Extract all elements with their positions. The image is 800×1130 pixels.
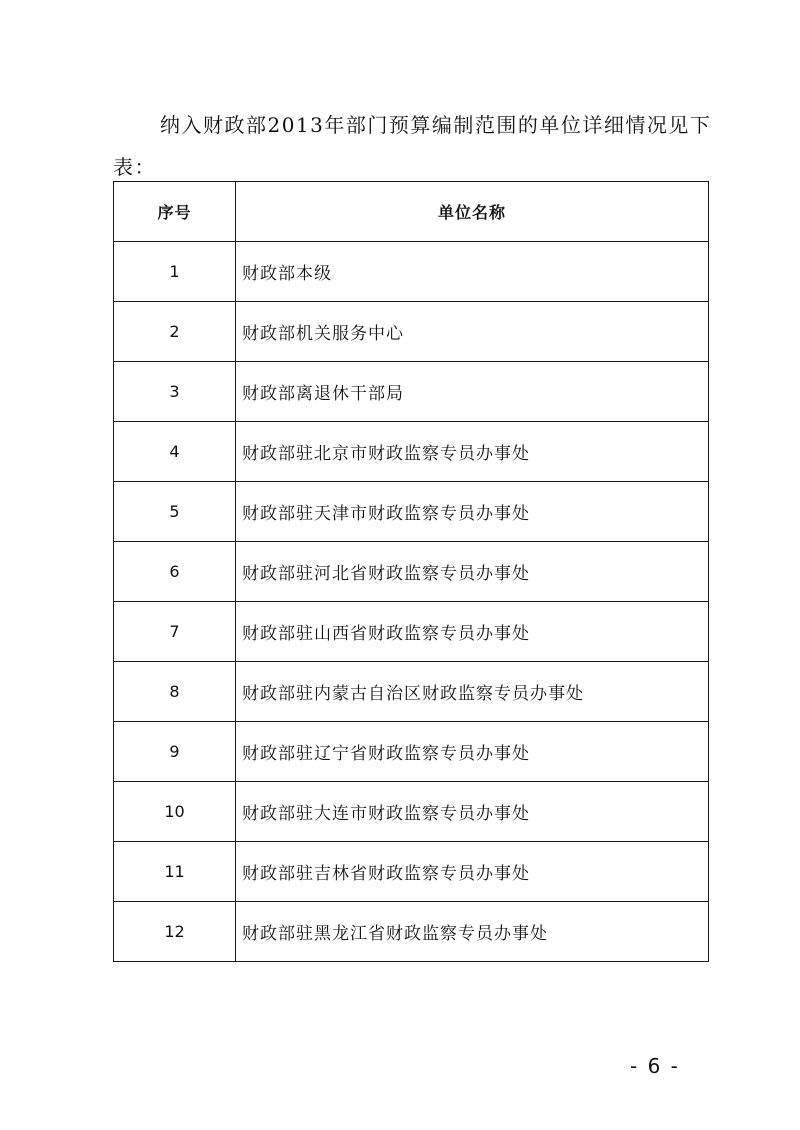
table-row [114, 242, 709, 302]
row-unit-name: 财政部驻大连市财政监察专员办事处 [236, 782, 709, 842]
table-row [114, 482, 709, 542]
page-number: - 6 - [630, 1054, 680, 1078]
table-row [114, 422, 709, 482]
table-row [114, 902, 709, 962]
row-number: 1 [114, 242, 236, 302]
row-number: 3 [114, 362, 236, 422]
table-row [114, 302, 709, 362]
row-unit-name: 财政部驻山西省财政监察专员办事处 [236, 602, 709, 662]
row-number: 9 [114, 722, 236, 782]
row-number: 7 [114, 602, 236, 662]
table-row [114, 842, 709, 902]
table-row [114, 602, 709, 662]
intro-text: 纳入财政部2013年部门预算编制范围的单位详细情况见下表： [113, 113, 712, 179]
intro-paragraph [113, 104, 713, 188]
row-number: 10 [114, 782, 236, 842]
row-number: 5 [114, 482, 236, 542]
row-number: 11 [114, 842, 236, 902]
row-number: 4 [114, 422, 236, 482]
table-row [114, 362, 709, 422]
row-unit-name: 财政部驻辽宁省财政监察专员办事处 [236, 722, 709, 782]
row-number: 8 [114, 662, 236, 722]
row-unit-name: 财政部驻河北省财政监察专员办事处 [236, 542, 709, 602]
table-row [114, 662, 709, 722]
row-unit-name: 财政部驻北京市财政监察专员办事处 [236, 422, 709, 482]
row-unit-name: 财政部机关服务中心 [236, 302, 709, 362]
row-unit-name: 财政部离退休干部局 [236, 362, 709, 422]
header-unit-name: 单位名称 [236, 182, 709, 242]
row-unit-name: 财政部驻内蒙古自治区财政监察专员办事处 [236, 662, 709, 722]
table-row [114, 782, 709, 842]
row-unit-name: 财政部驻黑龙江省财政监察专员办事处 [236, 902, 709, 962]
table-row [114, 542, 709, 602]
row-number: 2 [114, 302, 236, 362]
row-number: 12 [114, 902, 236, 962]
header-number: 序号 [114, 182, 236, 242]
row-number: 6 [114, 542, 236, 602]
table-row [114, 722, 709, 782]
row-unit-name: 财政部驻天津市财政监察专员办事处 [236, 482, 709, 542]
table-header-row [114, 182, 709, 242]
row-unit-name: 财政部本级 [236, 242, 709, 302]
row-unit-name: 财政部驻吉林省财政监察专员办事处 [236, 842, 709, 902]
units-table [113, 181, 709, 962]
